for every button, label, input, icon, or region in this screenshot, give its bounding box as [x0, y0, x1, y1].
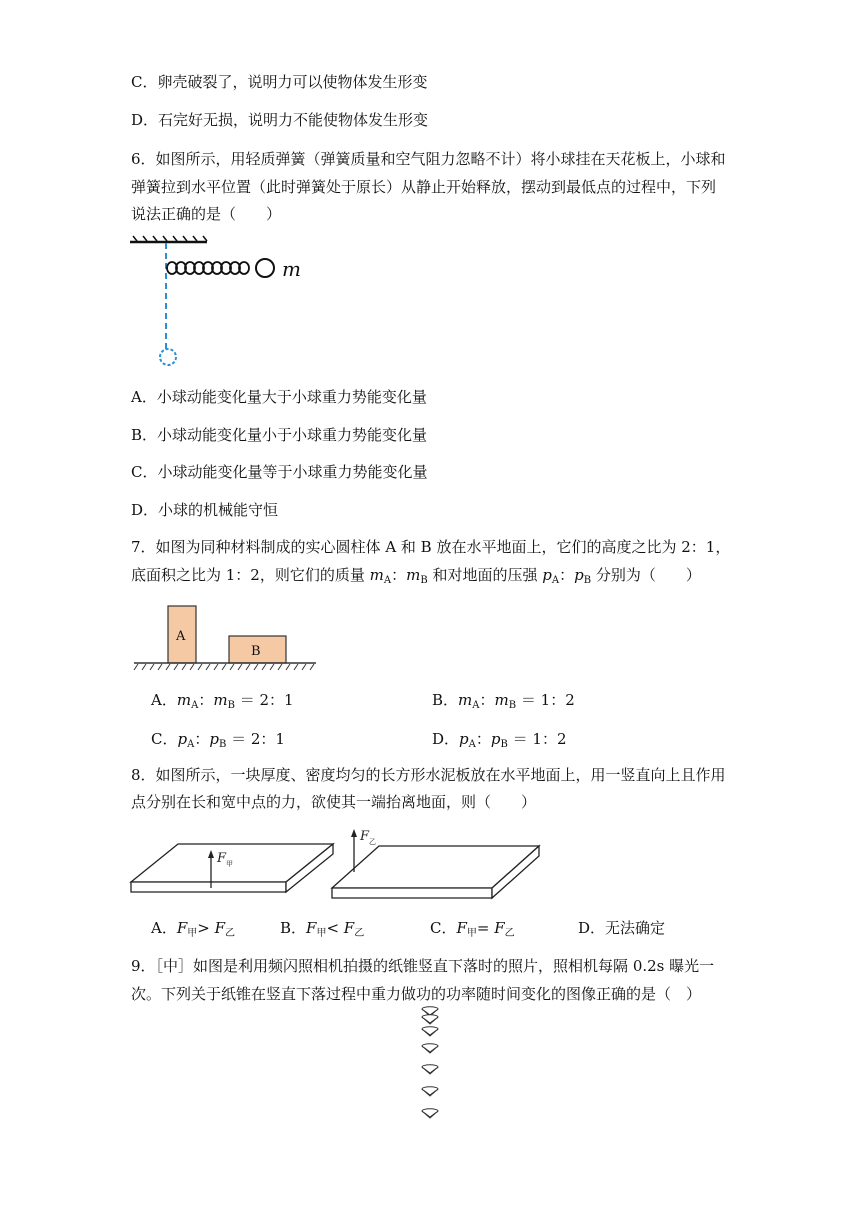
- svg-text:B: B: [251, 644, 261, 659]
- q6-option-b: B．小球动能变化量小于小球重力势能变化量: [131, 426, 428, 444]
- q9-stem-line-1: 9．［中］如图是利用频闪照相机拍摄的纸锥竖直下落时的照片，照相机每隔 0.2s 曝光一: [131, 957, 715, 975]
- cone-image: [422, 1065, 438, 1074]
- q8-stem-line-1: 8．如图所示，一块厚度、密度均匀的长方形水泥板放在水平地面上，用一竖直向上且作用: [131, 766, 726, 784]
- q7-stem-line-1: 7．如图为同种材料制成的实心圆柱体 A 和 B 放在水平地面上，它们的高度之比为 2：1，: [131, 538, 731, 556]
- q7-option-b: B．$m_A$：$m_B = 1$：2: [432, 691, 575, 711]
- cone-image: [422, 1015, 438, 1024]
- q6-stem-line-2: 弹簧拉到水平位置（此时弹簧处于原长）从静止开始释放，摆动到最低点的过程中，下列: [131, 178, 717, 196]
- q5-option-d: D．石完好无损，说明力不能使物体发生形变: [131, 111, 429, 129]
- svg-text:甲: 甲: [226, 860, 233, 868]
- svg-text:乙: 乙: [369, 838, 376, 846]
- cone-image: [422, 1087, 438, 1096]
- cone-image: [422, 1044, 438, 1053]
- q6-stem-line-3: 说法正确的是（ ）: [131, 205, 282, 223]
- q6-option-c: C．小球动能变化量等于小球重力势能变化量: [131, 463, 428, 481]
- q6-option-a: A．小球动能变化量大于小球重力势能变化量: [131, 388, 427, 406]
- svg-text:F: F: [360, 829, 370, 844]
- paper-cone-strobe-figure: [416, 1005, 446, 1123]
- q8-option-b: B．$F_甲< F_乙$: [280, 919, 365, 939]
- spring-pendulum-figure: [125, 232, 325, 372]
- q7-option-c: C．$p_A$：$p_B = 2$：1: [151, 730, 285, 750]
- q8-option-c: C．$F_甲= F_乙$: [430, 919, 515, 939]
- q7-stem-line-2: 底面积之比为 1：2，则它们的质量 $m_A$：$m_B$ 和对地面的压强 $p_A$：$p_B$ 分别为（ ）: [131, 566, 701, 586]
- q8-option-a: A．$F_甲> F_乙$: [151, 919, 236, 939]
- q6-option-d: D．小球的机械能守恒: [131, 501, 279, 519]
- cylinders-figure: [130, 600, 320, 675]
- q7-option-a: A．$m_A$：$m_B = 2$：1: [151, 691, 294, 711]
- q8-option-d: D．无法确定: [578, 919, 666, 937]
- q6-stem-line-1: 6．如图所示，用轻质弹簧（弹簧质量和空气阻力忽略不计）将小球挂在天花板上，小球和: [131, 150, 726, 168]
- q7-option-d: D．$p_A$：$p_B = 1$：2: [432, 730, 567, 750]
- q8-stem-line-2: 点分别在长和宽中点的力，欲使其一端抬离地面，则（ ）: [131, 793, 537, 811]
- svg-text:A: A: [176, 629, 186, 644]
- q5-option-c: C．卵壳破裂了，说明力可以使物体发生形变: [131, 73, 428, 91]
- cone-image: [422, 1027, 438, 1036]
- svg-text:F: F: [217, 851, 227, 866]
- mass-label: m: [282, 257, 301, 281]
- slab-force-figure: [125, 822, 545, 907]
- cone-image: [422, 1109, 438, 1118]
- q9-stem-line-2: 次。下列关于纸锥在竖直下落过程中重力做功的功率随时间变化的图像正确的是（ ）: [131, 985, 702, 1003]
